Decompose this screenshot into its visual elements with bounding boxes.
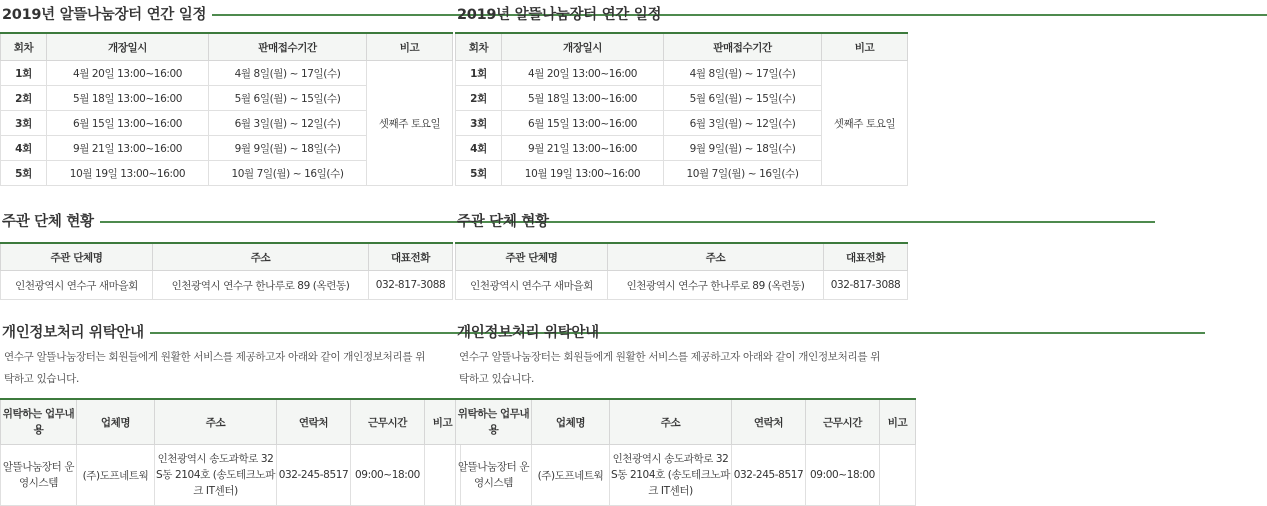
sale-period-cell: 9월 9일(월) ~ 18일(수) [209,136,367,161]
sale-period-cell: 4월 8일(월) ~ 17일(수) [664,61,822,86]
header-cell: 회차 [1,33,47,61]
sale-period-cell: 5월 6일(월) ~ 15일(수) [664,86,822,111]
privacy-text-line: 탁하고 있습니다. [4,373,79,385]
table-header-row [1,33,453,61]
privacy-title: 개인정보처리 위탁안내 [457,324,599,341]
header-cell: 근무시간 [351,399,425,445]
header-cell: 주소 [153,243,369,271]
title-rule [555,221,1155,223]
open-date-cell: 10월 19일 13:00~16:00 [47,161,209,186]
header-cell: 비고 [880,399,916,445]
header-cell: 주관 단체명 [1,243,153,271]
open-date-cell: 6월 15일 13:00~16:00 [502,111,664,136]
note-cell: 셋째주 토요일 [367,61,453,186]
schedule-title: 2019년 알뜰나눔장터 연간 일정 [2,6,207,23]
open-date-cell: 4월 20일 13:00~16:00 [47,61,209,86]
table-header-row [1,243,453,271]
header-cell: 연락처 [277,399,351,445]
header-cell: 비고 [425,399,461,445]
header-cell: 위탁하는 업무내용 [1,399,77,445]
organizer-table [455,242,908,300]
round-cell: 2회 [1,86,47,111]
header-cell: 비고 [822,33,908,61]
privacy-text-line: 연수구 알뜰나눔장터는 회원들에게 원활한 서비스를 제공하고자 아래와 같이 개인정보처리를 위 [459,351,881,363]
work-hours-cell: 09:00~18:00 [351,445,425,506]
sale-period-cell: 5월 6일(월) ~ 15일(수) [209,86,367,111]
open-date-cell: 5월 18일 13:00~16:00 [502,86,664,111]
privacy-description [4,346,450,390]
table-row [456,61,908,86]
header-cell: 개장일시 [502,33,664,61]
sale-period-cell: 10월 7일(월) ~ 16일(수) [209,161,367,186]
header-cell: 회차 [456,33,502,61]
header-cell: 연락처 [732,399,806,445]
open-date-cell: 10월 19일 13:00~16:00 [502,161,664,186]
sale-period-cell: 6월 3일(월) ~ 12일(수) [209,111,367,136]
table-row [1,445,461,506]
table-row [1,61,453,86]
open-date-cell: 9월 21일 13:00~16:00 [502,136,664,161]
work-hours-cell: 09:00~18:00 [806,445,880,506]
header-cell: 주소 [155,399,277,445]
open-date-cell: 6월 15일 13:00~16:00 [47,111,209,136]
company-cell: (주)도프네트웍 [532,445,610,506]
content-pane-left [0,0,452,502]
round-cell: 5회 [456,161,502,186]
table-header-row [456,243,908,271]
privacy-title: 개인정보처리 위탁안내 [2,324,144,341]
open-date-cell: 4월 20일 13:00~16:00 [502,61,664,86]
header-cell: 판매접수기간 [209,33,367,61]
organizer-phone-cell: 032-817-3088 [369,271,453,300]
organizer-address-cell: 인천광역시 연수구 한나루로 89 (옥련동) [608,271,824,300]
privacy-table [0,398,461,506]
privacy-text-line: 연수구 알뜰나눔장터는 회원들에게 원활한 서비스를 제공하고자 아래와 같이 개인정보처리를 위 [4,351,426,363]
header-cell: 대표전화 [824,243,908,271]
organizer-title: 주관 단체 현황 [457,213,549,230]
header-cell: 비고 [367,33,453,61]
organizer-phone-cell: 032-817-3088 [824,271,908,300]
header-cell: 판매접수기간 [664,33,822,61]
privacy-description [459,346,905,390]
header-cell: 업체명 [77,399,155,445]
sale-period-cell: 9월 9일(월) ~ 18일(수) [664,136,822,161]
round-cell: 4회 [1,136,47,161]
sale-period-cell: 6월 3일(월) ~ 12일(수) [664,111,822,136]
privacy-table [455,398,916,506]
round-cell: 1회 [456,61,502,86]
schedule-section-title [457,2,1267,24]
task-cell: 알뜰나눔장터 운영시스템 [1,445,77,506]
round-cell: 4회 [456,136,502,161]
table-header-row [1,399,461,445]
sale-period-cell: 10월 7일(월) ~ 16일(수) [664,161,822,186]
organizer-section-title [457,209,1155,231]
sale-period-cell: 4월 8일(월) ~ 17일(수) [209,61,367,86]
privacy-text-line: 탁하고 있습니다. [459,373,534,385]
header-cell: 대표전화 [369,243,453,271]
table-row [1,271,453,300]
header-cell: 개장일시 [47,33,209,61]
title-rule [667,14,1267,16]
organizer-table [0,242,453,300]
round-cell: 3회 [456,111,502,136]
privacy-section-title [457,320,1205,342]
round-cell: 1회 [1,61,47,86]
header-cell: 주소 [608,243,824,271]
header-cell: 근무시간 [806,399,880,445]
organizer-address-cell: 인천광역시 연수구 한나루로 89 (옥련동) [153,271,369,300]
schedule-table [0,32,453,186]
company-phone-cell: 032-245-8517 [277,445,351,506]
organizer-title: 주관 단체 현황 [2,213,94,230]
schedule-table [455,32,908,186]
header-cell: 업체명 [532,399,610,445]
header-cell: 위탁하는 업무내용 [456,399,532,445]
round-cell: 5회 [1,161,47,186]
table-header-row [456,399,916,445]
schedule-title: 2019년 알뜰나눔장터 연간 일정 [457,6,662,23]
open-date-cell: 5월 18일 13:00~16:00 [47,86,209,111]
header-cell: 주관 단체명 [456,243,608,271]
round-cell: 2회 [456,86,502,111]
company-cell: (주)도프네트웍 [77,445,155,506]
round-cell: 3회 [1,111,47,136]
remark-cell [880,445,916,506]
company-address-cell: 인천광역시 송도과학로 32 S동 2104호 (송도테크노파크 IT센터) [155,445,277,506]
organizer-name-cell: 인천광역시 연수구 새마을회 [1,271,153,300]
table-row [456,445,916,506]
company-address-cell: 인천광역시 송도과학로 32 S동 2104호 (송도테크노파크 IT센터) [610,445,732,506]
content-pane-right [455,0,907,502]
company-phone-cell: 032-245-8517 [732,445,806,506]
table-row [456,271,908,300]
header-cell: 주소 [610,399,732,445]
open-date-cell: 9월 21일 13:00~16:00 [47,136,209,161]
note-cell: 셋째주 토요일 [822,61,908,186]
organizer-name-cell: 인천광역시 연수구 새마을회 [456,271,608,300]
table-header-row [456,33,908,61]
task-cell: 알뜰나눔장터 운영시스템 [456,445,532,506]
title-rule [605,332,1205,334]
